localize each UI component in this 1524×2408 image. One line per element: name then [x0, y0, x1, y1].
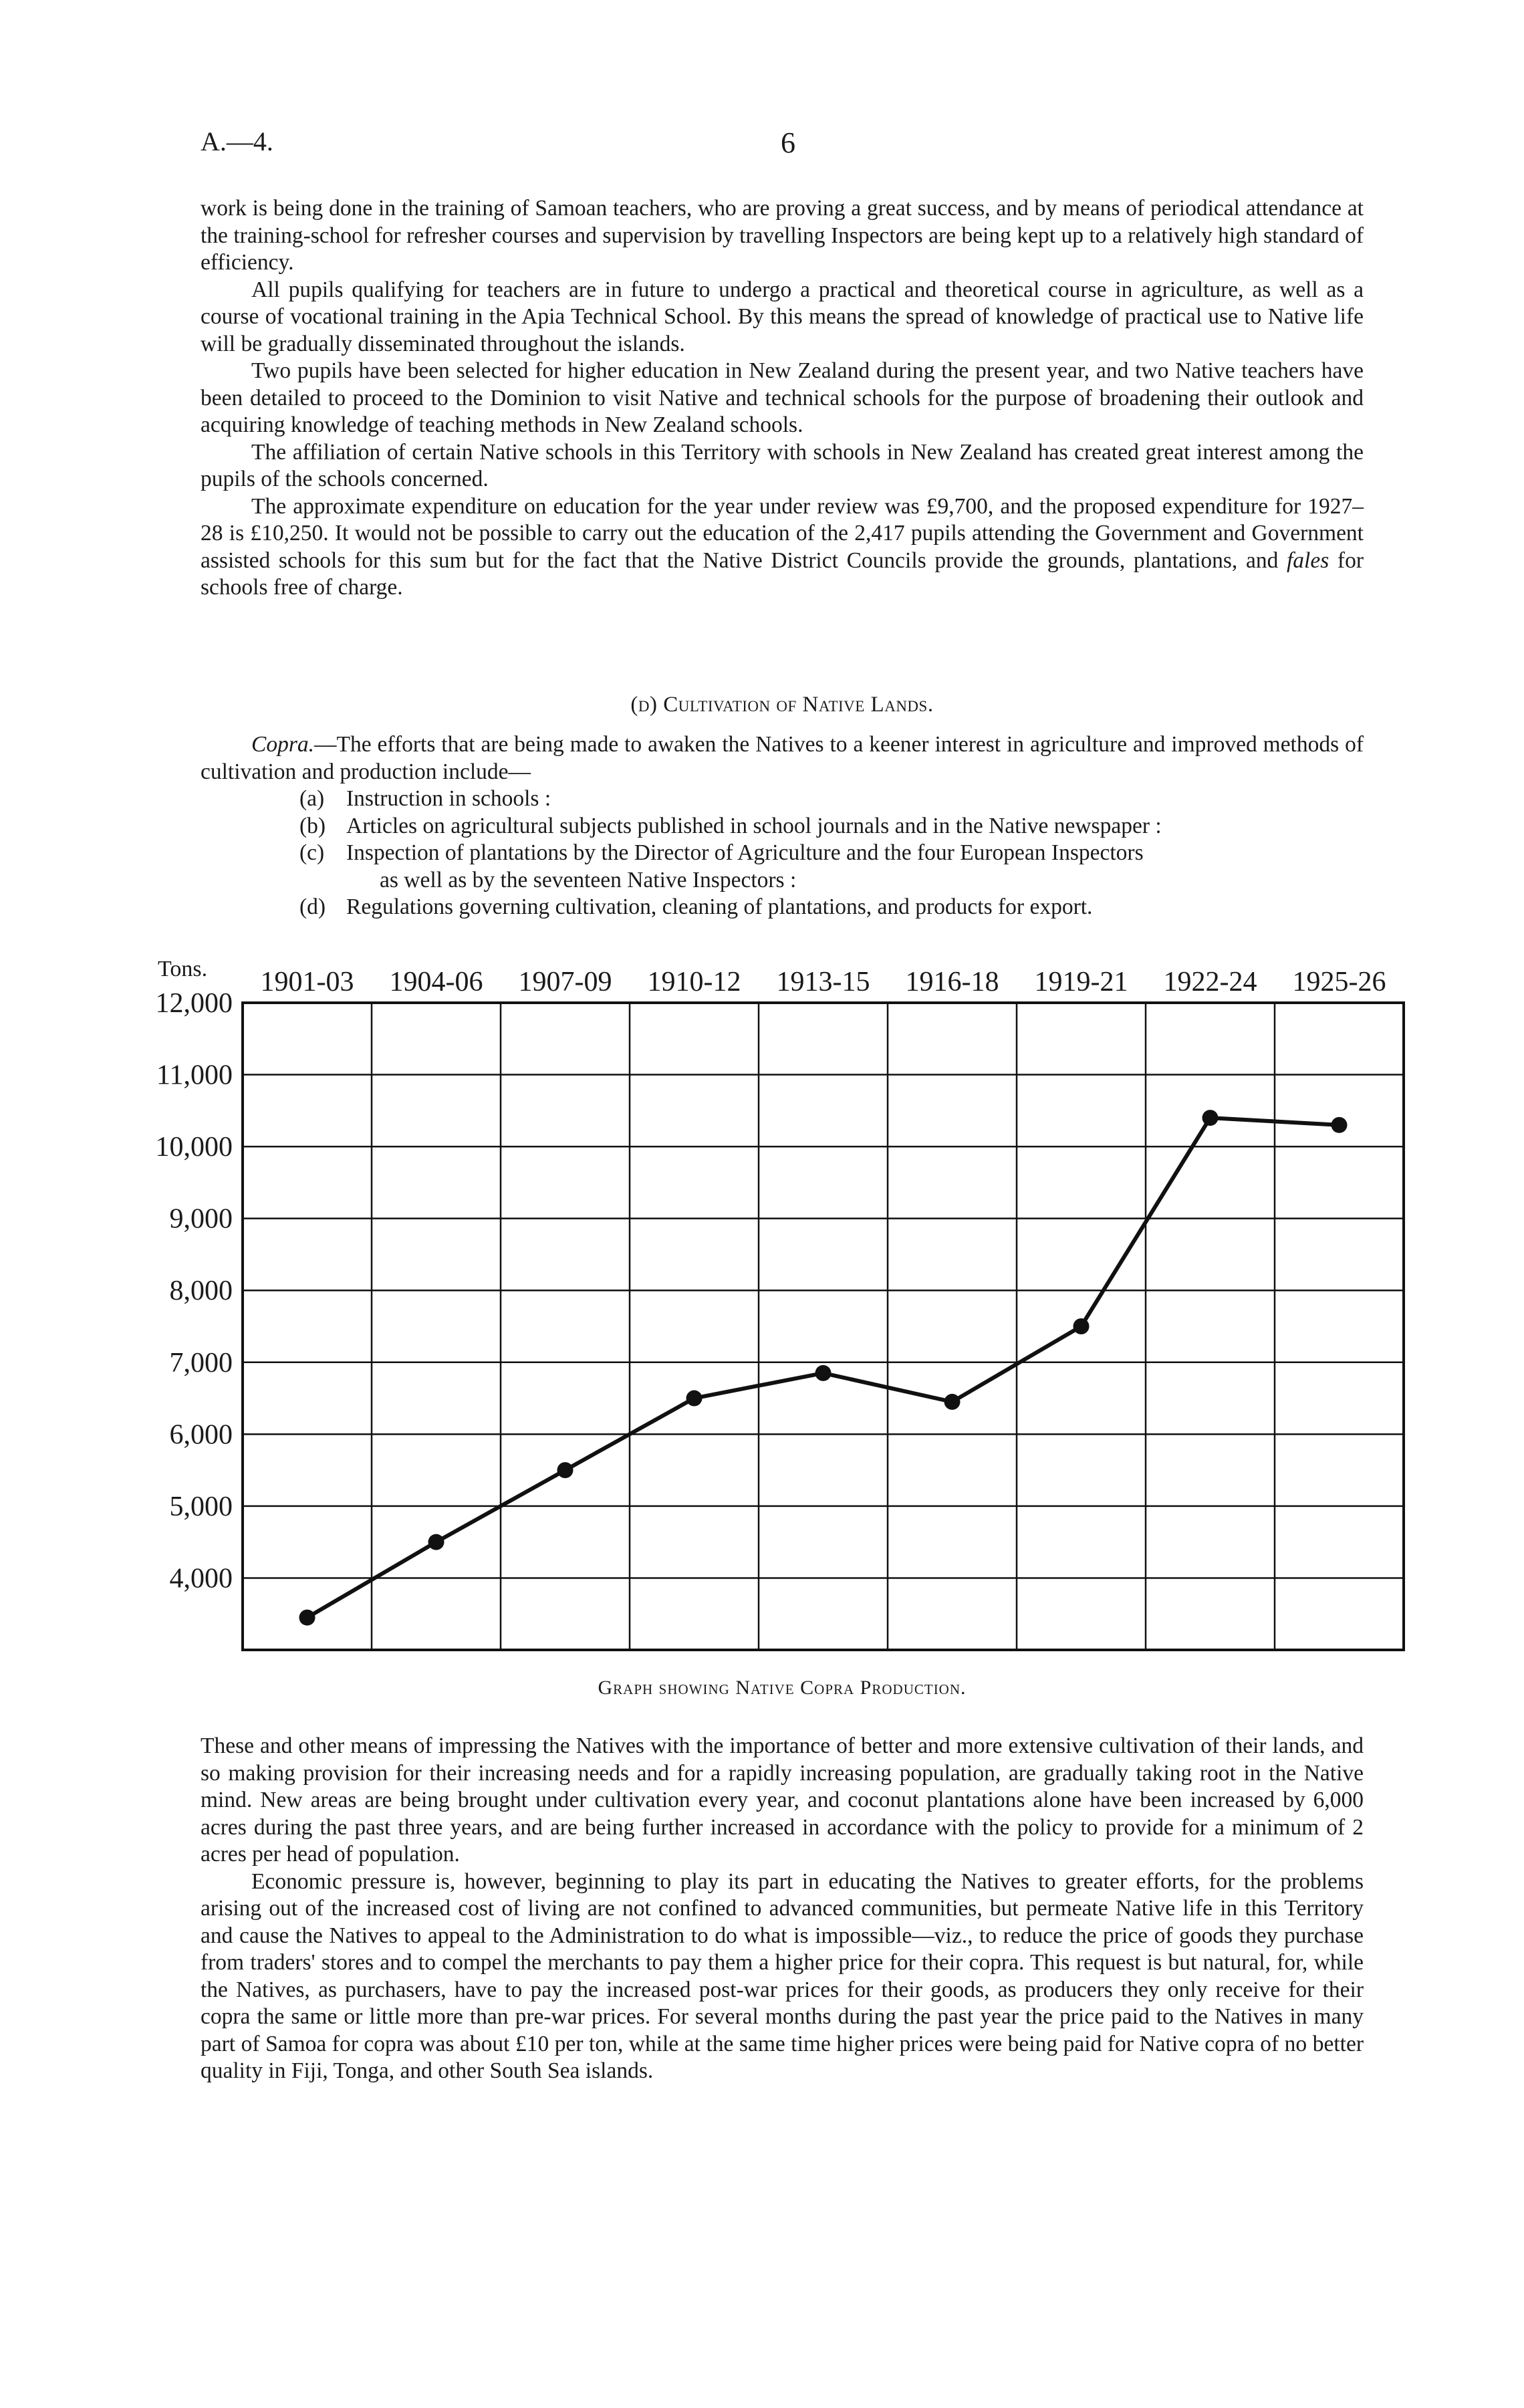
- y-tick-label: 11,000: [156, 1060, 233, 1091]
- x-tick-label: 1913-15: [776, 967, 870, 997]
- data-point: [557, 1462, 574, 1478]
- data-point: [299, 1610, 315, 1626]
- paragraph-6: These and other means of impressing the Natives with the importance of better and more extensive cultivation of their lands, and so making provision for their increasing needs and for a rapidly increasing population, are gradually taking root in the Native mind. New areas are being brought under cultivation every year, and coconut plantations alone have been increased by 6,000 acres during the past three years, and are being further increased in accordance with the policy to provide for a minimum of 2 acres per head of population.: [201, 1733, 1364, 1867]
- data-point: [815, 1365, 832, 1381]
- copra-intro-text: —The efforts that are being made to awaken the Natives to a keener interest in agriculture and improved methods of cultivation and production include—: [201, 732, 1364, 784]
- list-text: Inspection of plantations by the Director of Agriculture and the four European Inspectors: [346, 840, 1144, 865]
- x-tick-label: 1922-24: [1163, 967, 1257, 997]
- list-label: (b): [299, 813, 326, 838]
- x-tick-label: 1904-06: [389, 967, 483, 997]
- paragraph-5-end: for schools free of charge.: [201, 548, 1364, 600]
- paragraph-1: work is being done in the training of Samoan teachers, who are proving a great success, and by means of periodical attendance at the training-school for refresher courses and supervision by travelling Inspectors are being kept up to a relatively high standard of efficiency.: [201, 196, 1364, 275]
- x-tick-labels: [261, 967, 1386, 997]
- y-tick-label: 5,000: [169, 1491, 233, 1522]
- paragraph-2: All pupils qualifying for teachers are in future to undergo a practical and theoretical course in agriculture, as well as a course of vocational training in the Apia Technical School. By this means the spread of knowledge of practical use to Native life will be gradually disseminated throughout the islands.: [201, 277, 1364, 356]
- paragraph-7: Economic pressure is, however, beginning to play its part in educating the Natives to greater efforts, for the problems arising out of the increased cost of living are not confined to advanced communities, but permeate Native life in this Territory and cause the Natives to appeal to the Administration to do what is impossible—viz., to reduce the price of goods they purchase from traders' stores and to compel the merchants to pay them a higher price for their copra. This request is but natural, for, while the Natives, as purchasers, have to pay the increased post-war prices for their goods, as producers they only receive for their copra the same or little more than pre-war prices. For several months during the past year the price paid to the Natives in many part of Samoa for copra was about £10 per ton, while at the same time higher prices were being paid for Native copra of no better quality in Fiji, Tonga, and other South Sea islands.: [201, 1869, 1364, 2083]
- data-point: [428, 1534, 444, 1550]
- closing-text-block: [201, 1733, 1364, 2085]
- x-tick-label: 1901-03: [260, 967, 354, 997]
- list-text: Regulations governing cultivation, cleaning of plantations, and products for export.: [346, 894, 1093, 919]
- list-label: (c): [299, 840, 325, 865]
- y-tick-label: 9,000: [169, 1203, 233, 1235]
- y-tick-label: 12,000: [155, 988, 233, 1019]
- y-tick-label: 4,000: [169, 1563, 233, 1594]
- x-tick-label: 1925-26: [1292, 967, 1386, 997]
- copra-label: Copra.: [251, 732, 315, 757]
- data-point: [1331, 1117, 1348, 1133]
- data-point: [944, 1394, 961, 1410]
- paragraph-5-text: The approximate expenditure on education for the year under review was £9,700, and the proposed expenditure for 1927–28 is £10,250. It would not be possible to carry out the education of the 2,417 pupils attending the Government and Government assisted schools for this sum but for the fact that the Native District Councils provide the grounds, plantations, and: [201, 493, 1364, 573]
- list-text: Articles on agricultural subjects published in school journals and in the Native newspaper :: [346, 813, 1162, 838]
- paragraph-3: Two pupils have been selected for higher education in New Zealand during the present year, and two Native teachers have been detailed to proceed to the Dominion to visit Native and technical schools for the purpose of broadening their outlook and acquiring knowledge of teaching methods in New Zealand schools.: [201, 358, 1364, 437]
- y-tick-label: 8,000: [169, 1276, 233, 1307]
- chart-caption: Graph showing Native Copra Production.: [598, 1677, 967, 1699]
- section-heading: (d) Cultivation of Native Lands.: [630, 693, 934, 717]
- list-label: (d): [299, 894, 326, 919]
- y-tick-label: 6,000: [169, 1419, 233, 1451]
- page-number: 6: [781, 126, 795, 159]
- y-axis-title: Tons.: [158, 957, 208, 981]
- x-tick-label: 1910-12: [647, 967, 741, 997]
- x-tick-label: 1916-18: [905, 967, 999, 997]
- fales-italic: fales: [1286, 548, 1329, 573]
- paragraph-4: The affiliation of certain Native schools in this Territory with schools in New Zealand has created great interest among the pupils of the schools concerned.: [201, 439, 1364, 491]
- data-point: [1202, 1110, 1219, 1126]
- section-reference: A.—4.: [201, 126, 273, 156]
- x-tick-label: 1919-21: [1034, 967, 1128, 997]
- y-tick-label: 7,000: [169, 1347, 233, 1378]
- data-point: [686, 1391, 703, 1407]
- list-text: as well as by the seventeen Native Inspectors :: [380, 867, 797, 892]
- y-tick-label: 10,000: [155, 1132, 233, 1163]
- list-label: (a): [299, 786, 325, 811]
- data-series: [299, 1110, 1348, 1626]
- y-tick-labels: [156, 988, 233, 1594]
- x-tick-label: 1907-09: [518, 967, 612, 997]
- data-point: [1073, 1318, 1090, 1334]
- list-text: Instruction in schools :: [346, 786, 551, 811]
